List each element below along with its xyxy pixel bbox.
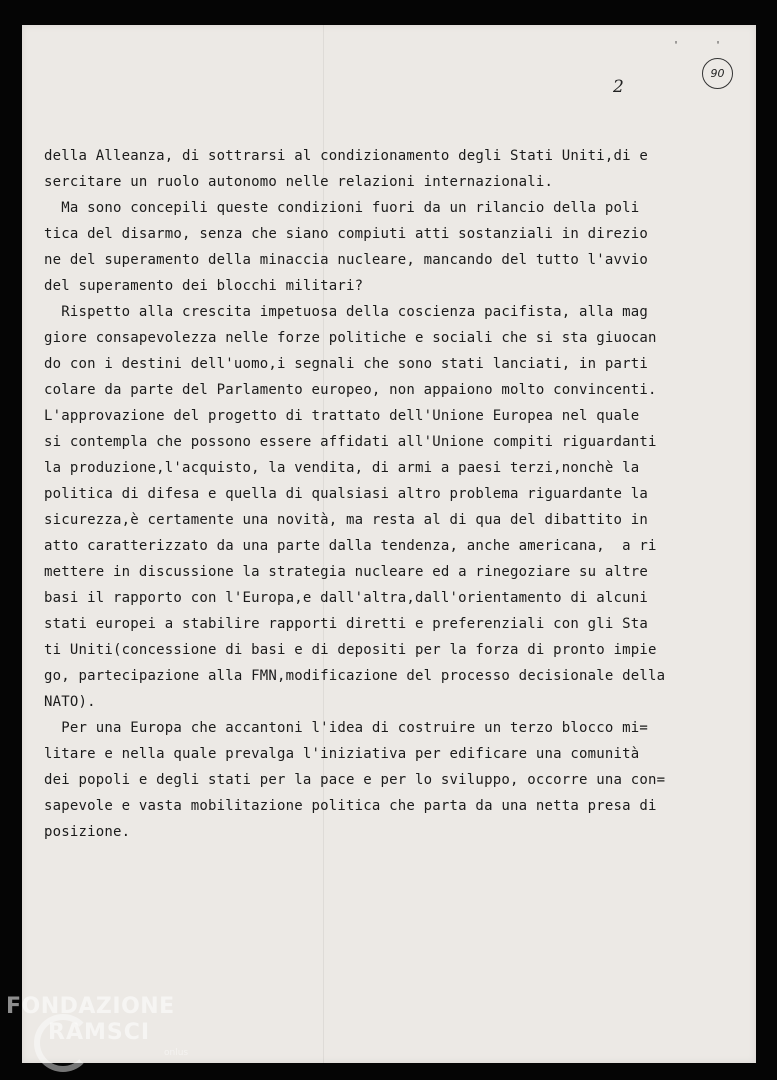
fondazione-gramsci-watermark — [6, 994, 206, 1058]
watermark-line-2: RAMSCI — [48, 1020, 151, 1045]
text-line: posizione. — [44, 824, 131, 840]
text-line: giore consapevolezza nelle forze politiche e sociali che si sta giuocan — [44, 330, 657, 346]
text-line: ne del superamento della minaccia nucleare, mancando del tutto l'avvio — [44, 252, 649, 268]
text-line: sercitare un ruolo autonomo nelle relazioni internazionali. — [44, 174, 554, 190]
text-line: mettere in discussione la strategia nucleare ed a rinegoziare su altre — [44, 564, 649, 580]
text-line: tica del disarmo, senza che siano compiuti atti sostanziali in direzio — [44, 226, 649, 242]
typewritten-body — [44, 143, 714, 845]
text-line: basi il rapporto con l'Europa,e dall'altra,dall'orientamento di alcuni — [44, 590, 649, 606]
text-line: Per una Europa che accantoni l'idea di costruire un terzo blocco mi= — [44, 720, 649, 736]
page-number: 2 — [613, 77, 624, 97]
text-line: Ma sono concepili queste condizioni fuori da un rilancio della poli — [44, 200, 640, 216]
text-line: ti Uniti(concessione di basi e di depositi per la forza di pronto impie — [44, 642, 657, 658]
text-line: litare e nella quale prevalga l'iniziativa per edificare una comunità — [44, 746, 640, 762]
text-line: stati europei a stabilire rapporti diretti e preferenziali con gli Sta — [44, 616, 649, 632]
text-line: si contempla che possono essere affidati all'Unione compiti riguardanti — [44, 434, 657, 450]
margin-tick-marks: '' — [673, 40, 758, 51]
watermark-onlus: onlus — [164, 1048, 189, 1058]
text-line: della Alleanza, di sottrarsi al condizionamento degli Stati Uniti,di e — [44, 148, 649, 164]
text-line: L'approvazione del progetto di trattato dell'Unione Europea nel quale — [44, 408, 640, 424]
text-line: politica di difesa e quella di qualsiasi altro problema riguardante la — [44, 486, 649, 502]
watermark-line-1: FONDAZIONE — [6, 994, 175, 1019]
text-line: atto caratterizzato da una parte dalla tendenza, anche americana, a ri — [44, 538, 657, 554]
text-line: la produzione,l'acquisto, la vendita, di armi a paesi terzi,nonchè la — [44, 460, 640, 476]
text-line: sapevole e vasta mobilitazione politica che parta da una netta presa di — [44, 798, 657, 814]
text-line: do con i destini dell'uomo,i segnali che sono stati lanciati, in parti — [44, 356, 649, 372]
text-line: NATO). — [44, 694, 96, 710]
text-line: del superamento dei blocchi militari? — [44, 278, 364, 294]
text-line: dei popoli e degli stati per la pace e per lo sviluppo, occorre una con= — [44, 772, 666, 788]
text-line: colare da parte del Parlamento europeo, non appaiono molto convincenti. — [44, 382, 657, 398]
text-line: go, partecipazione alla FMN,modificazione del processo decisionale della — [44, 668, 666, 684]
text-line: Rispetto alla crescita impetuosa della coscienza pacifista, alla mag — [44, 304, 649, 320]
text-line: sicurezza,è certamente una novità, ma resta al di qua del dibattito in — [44, 512, 649, 528]
archive-stamp: 90 — [702, 58, 733, 89]
watermark-g-logo-icon — [34, 1014, 92, 1072]
